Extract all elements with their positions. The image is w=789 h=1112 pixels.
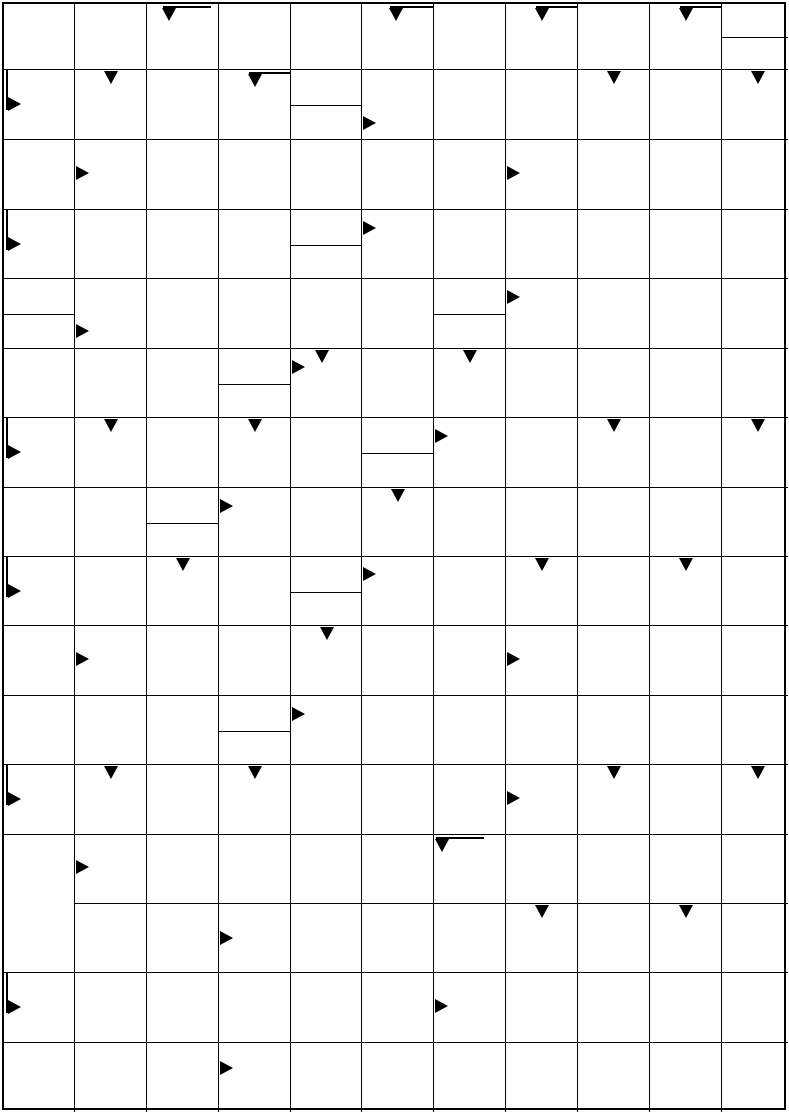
grid-cell[interactable] — [722, 210, 788, 279]
grid-cell[interactable] — [722, 835, 788, 904]
grid-cell[interactable] — [578, 349, 650, 418]
arrow-right-icon — [8, 445, 21, 459]
grid-cell[interactable] — [147, 835, 219, 904]
grid-cell[interactable] — [434, 765, 506, 835]
arrow-down-icon — [389, 8, 403, 21]
grid-cell[interactable] — [219, 140, 291, 210]
arrow-right-icon — [220, 1061, 233, 1075]
clue-text — [722, 349, 788, 418]
grid-cell[interactable] — [506, 904, 578, 973]
grid-cell[interactable] — [434, 973, 506, 1043]
arrow-down-icon — [607, 419, 621, 432]
grid-cell[interactable] — [722, 488, 788, 557]
arrow-down-icon — [463, 350, 477, 363]
arrow-down-icon — [104, 71, 118, 84]
clue-text — [4, 696, 74, 765]
grid-cell[interactable] — [219, 349, 291, 418]
arrow-down-icon — [607, 71, 621, 84]
arrow-down-icon — [535, 8, 549, 21]
clue-text — [434, 140, 505, 210]
clue-text — [434, 626, 505, 696]
grid-cell[interactable] — [219, 973, 291, 1043]
arrow-right-icon — [363, 567, 376, 581]
grid-cell[interactable] — [578, 1043, 650, 1112]
clue-text — [291, 592, 361, 627]
grid-cell[interactable] — [147, 1043, 219, 1112]
grid-cell[interactable] — [219, 835, 291, 904]
grid-cell[interactable] — [650, 835, 722, 904]
arrow-down-icon — [679, 558, 693, 571]
arrow-stem — [6, 557, 8, 597]
grid-cell[interactable] — [4, 488, 75, 557]
arrow-right-icon — [76, 324, 89, 338]
arrow-stem — [390, 6, 434, 8]
grid-cell[interactable] — [219, 904, 291, 973]
grid-cell[interactable] — [362, 279, 434, 349]
clue-text — [434, 4, 505, 70]
grid-cell[interactable] — [578, 4, 650, 70]
arrow-stem — [6, 765, 8, 805]
grid-cell[interactable] — [291, 557, 362, 626]
grid-cell[interactable] — [434, 626, 506, 696]
grid-cell[interactable] — [75, 349, 147, 418]
grid-cell[interactable] — [147, 140, 219, 210]
arrow-right-icon — [363, 221, 376, 235]
arrow-right-icon — [507, 290, 520, 304]
grid-cell[interactable] — [434, 279, 506, 349]
grid-cell[interactable] — [147, 696, 219, 765]
arrow-right-icon — [363, 116, 376, 130]
grid-cell[interactable] — [4, 279, 75, 349]
grid-cell[interactable] — [291, 1043, 362, 1112]
arrow-down-icon — [607, 766, 621, 779]
grid-cell[interactable] — [650, 279, 722, 349]
grid-cell[interactable] — [362, 835, 434, 904]
grid-cell[interactable] — [291, 210, 362, 279]
arrow-right-icon — [8, 584, 21, 598]
arrow-right-icon — [507, 652, 520, 666]
crossword-grid — [2, 2, 786, 1110]
grid-cell[interactable] — [650, 1043, 722, 1112]
clue-text — [291, 70, 361, 105]
grid-cell[interactable] — [362, 626, 434, 696]
grid-cell[interactable] — [722, 418, 788, 488]
clue-text — [722, 696, 788, 765]
clue-text — [650, 488, 721, 557]
grid-cell[interactable] — [506, 70, 578, 140]
grid-cell[interactable] — [4, 835, 75, 973]
arrow-down-icon — [104, 766, 118, 779]
grid-cell[interactable] — [219, 626, 291, 696]
clue-text — [4, 626, 74, 696]
grid-cell[interactable] — [434, 488, 506, 557]
clue-text — [4, 314, 74, 349]
grid-cell[interactable] — [650, 70, 722, 140]
clue-text — [578, 696, 649, 765]
grid-cell[interactable] — [434, 349, 506, 418]
grid-cell[interactable] — [722, 349, 788, 418]
grid-cell[interactable] — [434, 835, 506, 904]
grid-cell[interactable] — [578, 835, 650, 904]
arrow-down-icon — [751, 71, 765, 84]
grid-cell[interactable] — [291, 349, 362, 418]
grid-cell[interactable] — [650, 973, 722, 1043]
grid-cell[interactable] — [506, 488, 578, 557]
grid-cell[interactable] — [75, 765, 147, 835]
grid-cell[interactable] — [362, 4, 434, 70]
grid-cell[interactable] — [75, 4, 147, 70]
grid-cell[interactable] — [219, 4, 291, 70]
grid-cell[interactable] — [291, 418, 362, 488]
grid-cell[interactable] — [147, 418, 219, 488]
grid-cell[interactable] — [722, 279, 788, 349]
clue-text — [147, 488, 218, 523]
grid-cell[interactable] — [291, 140, 362, 210]
clue-text — [291, 557, 361, 592]
arrow-down-icon — [248, 419, 262, 432]
grid-cell[interactable] — [4, 70, 75, 140]
clue-text — [434, 314, 505, 349]
clue-text — [362, 453, 433, 488]
grid-cell[interactable] — [362, 418, 434, 488]
grid-cell[interactable] — [722, 1043, 788, 1112]
clue-text — [362, 835, 433, 904]
grid-cell[interactable] — [75, 626, 147, 696]
grid-cell[interactable] — [650, 210, 722, 279]
grid-cell[interactable] — [219, 279, 291, 349]
grid-cell[interactable] — [147, 279, 219, 349]
grid-cell[interactable] — [434, 696, 506, 765]
arrow-down-icon — [391, 489, 405, 502]
grid-cell[interactable] — [4, 765, 75, 835]
grid-cell[interactable] — [506, 140, 578, 210]
grid-cell[interactable] — [434, 557, 506, 626]
arrow-stem — [6, 973, 8, 1013]
grid-cell[interactable] — [434, 904, 506, 973]
grid-cell[interactable] — [291, 765, 362, 835]
clue-text — [4, 1043, 74, 1112]
arrow-right-icon — [507, 791, 520, 805]
grid-cell[interactable] — [362, 557, 434, 626]
grid-cell[interactable] — [147, 904, 219, 973]
clue-text — [75, 349, 146, 418]
arrow-down-icon — [435, 839, 449, 852]
grid-cell[interactable] — [506, 557, 578, 626]
clue-text — [434, 765, 505, 835]
grid-cell[interactable] — [578, 140, 650, 210]
clue-text — [147, 1043, 218, 1112]
clue-text — [362, 418, 433, 453]
clue-text — [722, 37, 788, 70]
clue-text — [219, 4, 290, 70]
clue-text — [4, 4, 74, 70]
arrow-right-icon — [220, 499, 233, 513]
arrow-stem — [6, 70, 8, 110]
clue-text — [362, 973, 433, 1043]
grid-cell[interactable] — [4, 557, 75, 626]
grid-cell[interactable] — [362, 488, 434, 557]
grid-cell[interactable] — [4, 696, 75, 765]
grid-cell[interactable] — [147, 4, 219, 70]
grid-cell[interactable] — [434, 210, 506, 279]
arrow-stem — [6, 210, 8, 250]
clue-text — [75, 4, 146, 70]
grid-cell[interactable] — [291, 279, 362, 349]
arrow-stem — [163, 6, 211, 8]
grid-cell[interactable] — [506, 418, 578, 488]
grid-cell[interactable] — [722, 765, 788, 835]
grid-cell[interactable] — [219, 488, 291, 557]
grid-cell[interactable] — [362, 349, 434, 418]
arrow-right-icon — [76, 860, 89, 874]
clue-text — [291, 4, 361, 70]
grid-cell[interactable] — [578, 973, 650, 1043]
grid-cell[interactable] — [578, 210, 650, 279]
grid-cell[interactable] — [219, 765, 291, 835]
arrow-down-icon — [679, 905, 693, 918]
arrow-right-icon — [8, 792, 21, 806]
clue-text — [4, 140, 74, 210]
grid-cell[interactable] — [362, 973, 434, 1043]
clue-text — [650, 835, 721, 904]
grid-cell[interactable] — [506, 4, 578, 70]
arrow-right-icon — [220, 931, 233, 945]
clue-text — [291, 210, 361, 245]
arrow-stem — [680, 6, 722, 8]
grid-cell[interactable] — [650, 488, 722, 557]
grid-cell[interactable] — [650, 626, 722, 696]
grid-cell[interactable] — [4, 349, 75, 418]
grid-cell[interactable] — [291, 696, 362, 765]
grid-cell[interactable] — [578, 765, 650, 835]
grid-cell[interactable] — [650, 557, 722, 626]
grid-cell[interactable] — [4, 1043, 75, 1112]
grid-cell[interactable] — [722, 696, 788, 765]
grid-cell[interactable] — [291, 488, 362, 557]
arrow-down-icon — [320, 627, 334, 640]
grid-cell[interactable] — [147, 488, 219, 557]
grid-cell[interactable] — [650, 696, 722, 765]
grid-cell[interactable] — [650, 349, 722, 418]
grid-cell[interactable] — [722, 70, 788, 140]
grid-cell[interactable] — [650, 4, 722, 70]
grid-cell[interactable] — [506, 626, 578, 696]
grid-cell[interactable] — [722, 4, 788, 70]
grid-cell[interactable] — [147, 626, 219, 696]
grid-cell[interactable] — [578, 70, 650, 140]
grid-cell[interactable] — [506, 1043, 578, 1112]
grid-cell[interactable] — [434, 70, 506, 140]
grid-cell[interactable] — [650, 765, 722, 835]
grid-cell[interactable] — [506, 349, 578, 418]
grid-cell[interactable] — [147, 349, 219, 418]
grid-cell[interactable] — [291, 4, 362, 70]
arrow-stem — [6, 418, 8, 458]
grid-cell[interactable] — [219, 210, 291, 279]
grid-cell[interactable] — [291, 70, 362, 140]
grid-cell[interactable] — [147, 210, 219, 279]
grid-cell[interactable] — [75, 210, 147, 279]
grid-cell[interactable] — [75, 973, 147, 1043]
arrow-right-icon — [507, 166, 520, 180]
grid-cell[interactable] — [722, 140, 788, 210]
grid-cell[interactable] — [506, 765, 578, 835]
grid-cell[interactable] — [219, 70, 291, 140]
clue-text — [506, 488, 577, 557]
clue-text — [219, 384, 290, 419]
arrow-right-icon — [8, 1000, 21, 1014]
clue-text — [291, 105, 361, 140]
grid-cell[interactable] — [506, 835, 578, 904]
grid-cell[interactable] — [291, 626, 362, 696]
arrow-right-icon — [435, 999, 448, 1013]
clue-text — [578, 4, 649, 70]
grid-cell[interactable] — [219, 418, 291, 488]
clue-text — [4, 349, 74, 418]
grid-cell[interactable] — [722, 973, 788, 1043]
arrow-down-icon — [104, 419, 118, 432]
grid-cell[interactable] — [147, 765, 219, 835]
clue-text — [219, 696, 290, 731]
arrow-down-icon — [176, 558, 190, 571]
clue-text — [219, 731, 290, 766]
clue-text — [75, 696, 146, 765]
grid-cell[interactable] — [578, 279, 650, 349]
grid-cell[interactable] — [4, 140, 75, 210]
grid-cell[interactable] — [147, 557, 219, 626]
grid-cell[interactable] — [75, 140, 147, 210]
grid-cell[interactable] — [578, 488, 650, 557]
grid-cell[interactable] — [75, 1043, 147, 1112]
grid-cell[interactable] — [578, 904, 650, 973]
grid-cell[interactable] — [506, 210, 578, 279]
grid-cell[interactable] — [4, 4, 75, 70]
clue-text — [4, 488, 74, 557]
grid-cell[interactable] — [362, 696, 434, 765]
grid-cell[interactable] — [434, 140, 506, 210]
clue-text — [506, 835, 577, 904]
arrow-down-icon — [535, 558, 549, 571]
grid-cell[interactable] — [4, 626, 75, 696]
arrow-down-icon — [679, 8, 693, 21]
arrow-right-icon — [8, 97, 21, 111]
clue-text — [4, 279, 74, 314]
arrow-down-icon — [535, 905, 549, 918]
grid-cell[interactable] — [219, 557, 291, 626]
grid-cell[interactable] — [291, 904, 362, 973]
arrow-down-icon — [315, 350, 329, 363]
arrow-right-icon — [76, 652, 89, 666]
clue-text — [291, 245, 361, 280]
clue-text — [4, 835, 74, 973]
grid-cell[interactable] — [650, 418, 722, 488]
arrow-down-icon — [751, 419, 765, 432]
grid-cell[interactable] — [75, 904, 147, 973]
clue-text — [722, 4, 788, 37]
grid-cell[interactable] — [362, 1043, 434, 1112]
arrow-right-icon — [8, 237, 21, 251]
grid-cell[interactable] — [434, 1043, 506, 1112]
clue-text — [219, 349, 290, 384]
grid-cell[interactable] — [578, 557, 650, 626]
grid-cell[interactable] — [75, 70, 147, 140]
grid-cell[interactable] — [578, 696, 650, 765]
grid-cell[interactable] — [362, 904, 434, 973]
grid-cell[interactable] — [219, 696, 291, 765]
grid-cell[interactable] — [75, 279, 147, 349]
grid-cell[interactable] — [75, 835, 147, 904]
arrow-right-icon — [292, 360, 305, 374]
arrow-stem — [536, 6, 578, 8]
grid-cell[interactable] — [722, 557, 788, 626]
grid-cell[interactable] — [506, 973, 578, 1043]
clue-text — [147, 523, 218, 558]
arrow-down-icon — [248, 74, 262, 87]
grid-cell[interactable] — [362, 210, 434, 279]
grid-cell[interactable] — [506, 279, 578, 349]
clue-text — [578, 349, 649, 418]
grid-cell[interactable] — [650, 904, 722, 973]
grid-cell[interactable] — [147, 70, 219, 140]
clue-text — [434, 279, 505, 314]
grid-cell[interactable] — [722, 626, 788, 696]
grid-cell[interactable] — [219, 1043, 291, 1112]
grid-cell[interactable] — [362, 765, 434, 835]
grid-cell[interactable] — [506, 696, 578, 765]
grid-cell[interactable] — [722, 904, 788, 973]
grid-cell[interactable] — [362, 140, 434, 210]
arrow-right-icon — [292, 707, 305, 721]
grid-cell[interactable] — [4, 210, 75, 279]
grid-cell[interactable] — [291, 835, 362, 904]
arrow-down-icon — [162, 8, 176, 21]
grid-cell[interactable] — [75, 557, 147, 626]
arrow-down-icon — [751, 766, 765, 779]
grid-cell[interactable] — [75, 696, 147, 765]
grid-cell[interactable] — [75, 488, 147, 557]
grid-cell[interactable] — [4, 973, 75, 1043]
grid-cell[interactable] — [291, 973, 362, 1043]
grid-cell[interactable] — [4, 418, 75, 488]
grid-cell[interactable] — [75, 418, 147, 488]
grid-cell[interactable] — [434, 418, 506, 488]
grid-cell[interactable] — [578, 626, 650, 696]
grid-cell[interactable] — [362, 70, 434, 140]
arrow-right-icon — [76, 166, 89, 180]
grid-cell[interactable] — [147, 973, 219, 1043]
arrow-stem — [436, 837, 484, 839]
arrow-stem — [249, 72, 291, 74]
grid-cell[interactable] — [578, 418, 650, 488]
arrow-right-icon — [435, 429, 448, 443]
grid-cell[interactable] — [650, 140, 722, 210]
clue-text — [147, 904, 218, 973]
grid-cell[interactable] — [434, 4, 506, 70]
arrow-down-icon — [248, 766, 262, 779]
